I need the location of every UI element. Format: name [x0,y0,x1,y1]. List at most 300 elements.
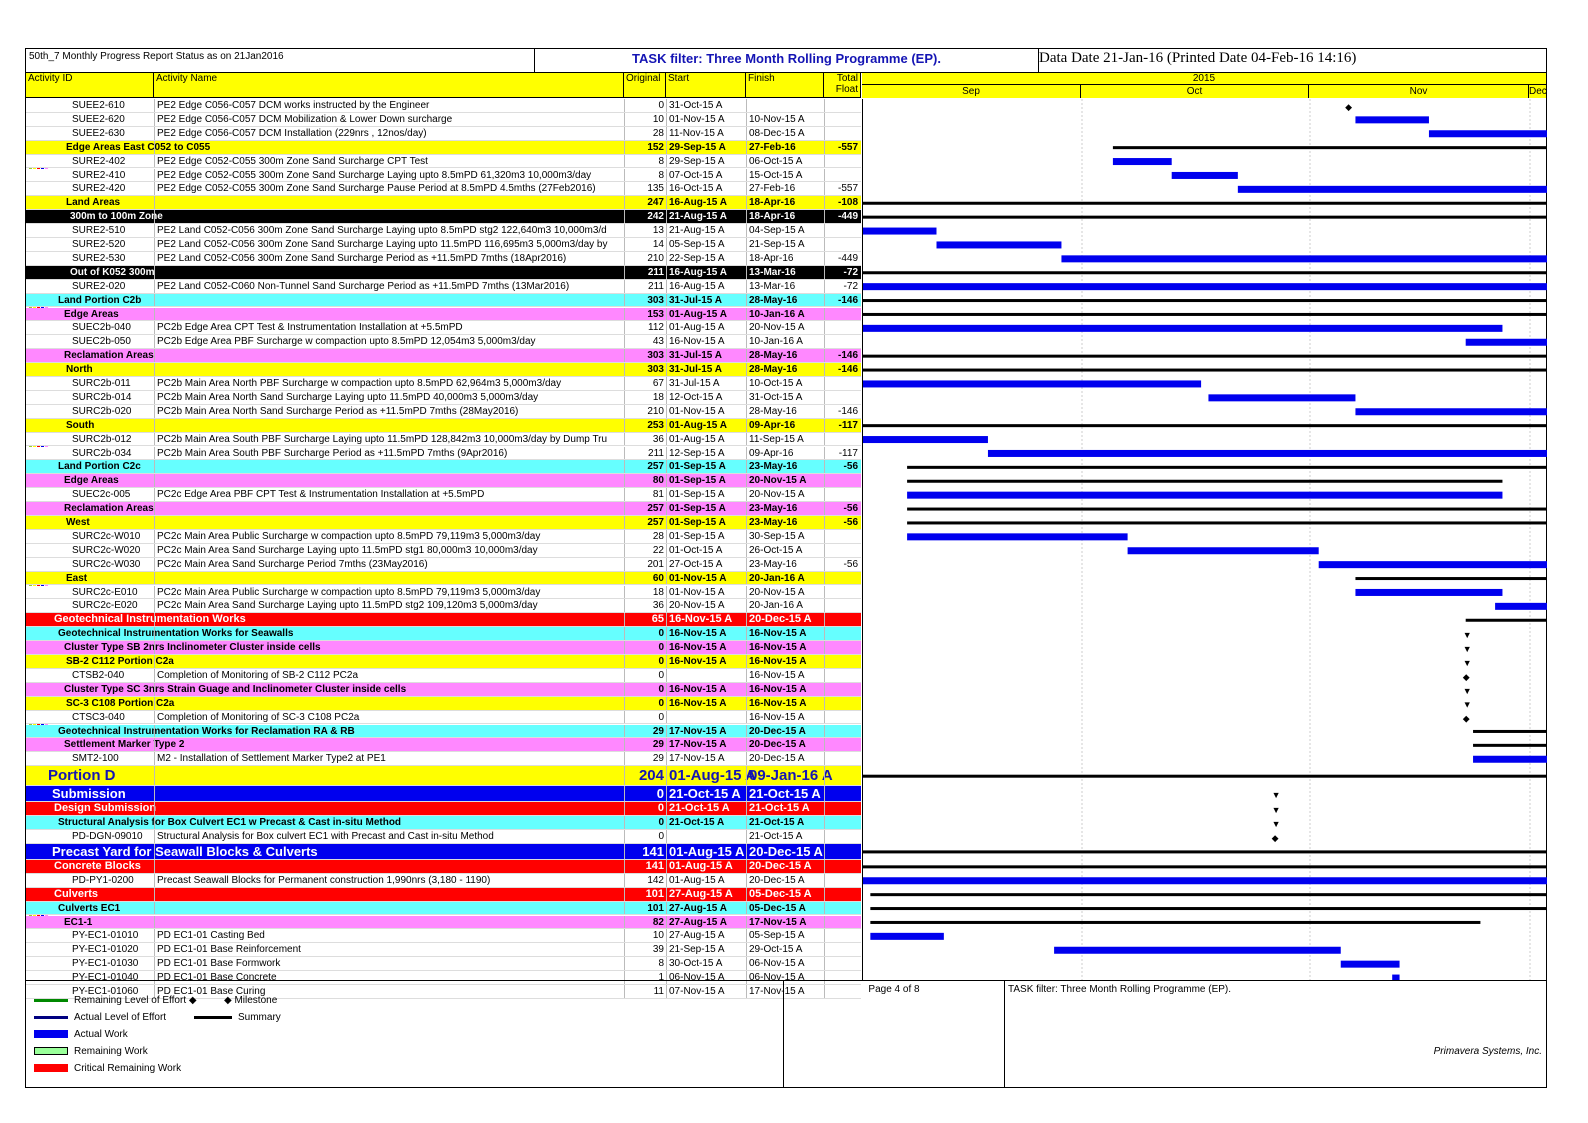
gantt-summary-bar [863,775,1547,778]
gantt-summary-bar [870,907,1547,910]
activity-value: 09-Apr-16 [749,447,794,459]
activity-value: 11-Nov-15 A [669,127,724,139]
activity-value: 39 [652,944,664,956]
gantt-summary-bar [863,202,1547,205]
activity-value: 16-Nov-15 A [669,642,727,654]
gantt-bar [863,325,1502,332]
wbs-row[interactable] [26,572,861,586]
activity-value: -117 [838,419,858,431]
gantt-milestone: ▼ [1462,685,1472,696]
activity-value: 142 [647,874,664,886]
activity-value: 09-Apr-16 [749,419,796,431]
activity-value: 10 [652,113,664,125]
gantt-milestone: ▼ [1462,630,1472,641]
activity-row[interactable] [26,433,861,447]
activity-row[interactable] [26,943,861,957]
activity-row[interactable] [26,544,861,558]
activity-value: 01-Aug-15 A [669,308,727,320]
activity-value: 01-Nov-15 A [669,405,725,417]
activity-value: 80 [652,475,664,487]
activity-value: 8 [658,169,664,181]
wbs-row[interactable] [26,460,861,474]
activity-row[interactable] [26,971,861,985]
gantt-summary-bar [870,921,1480,924]
activity-row[interactable] [26,874,861,888]
activity-value: 253 [647,419,664,431]
activity-name: PE2 Edge C056-C057 DCM Mobilization & Lower Down surcharge [157,113,453,125]
wbs-row[interactable] [26,419,861,433]
wbs-row[interactable] [26,860,861,874]
activity-id: SUEC2b-050 [72,336,131,348]
wbs-row[interactable] [26,266,861,280]
legend-remaining-loe: Remaining Level of Effort ◆ [34,995,197,1006]
activity-value: 303 [647,364,664,376]
activity-name: Precast Seawall Blocks for Permanent construction 1,990nrs (3,180 - 1190) [157,874,491,886]
activity-id: SURE2-410 [72,169,126,181]
wbs-row[interactable] [26,888,861,902]
activity-value: 13-Mar-16 [749,266,796,278]
wbs-row[interactable] [26,766,861,786]
activity-row[interactable] [26,335,861,349]
col-finish[interactable]: Finish [746,73,824,98]
gantt-summary-bar [863,424,1547,427]
activity-value: 16-Nov-15 A [669,613,733,626]
gantt-summary-bar [1473,744,1547,747]
gantt-bar [863,436,988,443]
activity-value: 247 [647,197,664,209]
activity-value: 18-Apr-16 [749,197,796,209]
activity-id: SUEC2b-040 [72,322,131,334]
activity-value: 01-Aug-15 A [669,322,725,334]
activity-name: PE2 Edge C052-C055 300m Zone Sand Surcharge Laying upto 8.5mPD 61,320m3 10,000m3/day [157,169,592,181]
legend-critical-remaining: Critical Remaining Work [34,1063,181,1074]
activity-row[interactable] [26,99,861,113]
activity-id: SURC2c-W020 [72,544,141,556]
activity-value: 29-Sep-15 A [669,155,725,167]
gantt-milestone: ▼ [1271,790,1281,801]
activity-value: -72 [843,280,858,292]
activity-id: Out of K052 300m [70,266,155,278]
activity-id: SURC2b-012 [72,433,132,445]
activity-value: 8 [658,155,664,167]
activity-value: 20-Nov-15 A [749,475,807,487]
wbs-row[interactable] [26,655,861,669]
activity-value: 82 [652,916,664,928]
activity-value: 0 [658,683,664,695]
activity-id: PY-EC1-01030 [72,958,139,970]
activity-value: 06-Nov-15 A [749,958,805,970]
wbs-row[interactable] [26,516,861,530]
activity-value: 01-Sep-15 A [669,475,726,487]
gantt-bar [1172,172,1238,179]
activity-value: 0 [658,831,664,842]
activity-value: 12-Oct-15 A [669,391,723,403]
month-oct: Oct [1081,85,1309,98]
gantt-milestone: ◆ [1345,101,1353,112]
col-start[interactable]: Start [666,73,746,98]
gantt-bar [1238,186,1547,193]
activity-id: Geotechnical Instrumentation Works for Reclamation RA & RB [58,725,355,737]
activity-value: 20-Dec-15 A [749,725,806,737]
activity-value: 01-Nov-15 A [669,572,727,584]
gantt-bar [863,380,1201,387]
activity-value: 20-Dec-15 A [749,739,806,751]
activity-id: Edge Areas [64,475,119,487]
activity-name: Completion of Monitoring of SC-3 C108 PC2a [157,711,360,723]
activity-id: Cluster Type SC 3nrs Strain Guage and Inclinometer Cluster inside cells [64,683,407,695]
activity-value: 21-Sep-15 A [749,239,805,250]
activity-name: PC2c Main Area Public Surcharge w compaction upto 8.5mPD 79,119m3 5,000m3/day [157,586,541,598]
activity-value: 20-Jan-16 A [749,600,803,612]
gantt-summary-bar [863,369,1547,372]
wbs-row[interactable] [26,210,861,224]
activity-row[interactable] [26,586,861,600]
activity-id: PY-EC1-01040 [72,972,139,984]
activity-name: PC2b Main Area North Sand Surcharge Period as +11.5mPD 7mths (28May2016) [157,405,519,417]
activity-value: 28-May-16 [749,350,798,362]
wbs-row[interactable] [26,641,861,655]
gantt-summary-bar [907,521,1547,524]
activity-id: SURC2b-011 [72,378,131,389]
activity-value: 101 [645,887,664,900]
activity-row[interactable] [26,169,861,183]
activity-value: 01-Sep-15 A [669,530,725,542]
wbs-row[interactable] [26,294,861,308]
activity-id: South [66,419,95,431]
wbs-row[interactable] [26,196,861,210]
activity-name: PC2b Main Area South PBF Surcharge Laying upto 11.5mPD 128,842m3 10,000m3/day by Dump Tru [157,433,608,445]
activity-id: PD-DGN-09010 [72,831,143,842]
activity-id: 300m to 100m Zone [70,211,163,223]
gantt-summary-bar [1355,577,1547,580]
activity-id: Settlement Marker Type 2 [64,739,185,751]
activity-row[interactable] [26,488,861,502]
activity-value: 0 [658,817,664,829]
activity-value: 31-Oct-15 A [669,100,723,111]
wbs-row[interactable] [26,738,861,752]
activity-name: PE2 Land C052-C056 300m Zone Sand Surcharge Laying upto 8.5mPD stg2 122,640m3 10,000m3/d [157,225,607,237]
activity-value: 05-Sep-15 A [749,930,805,942]
activity-id: SUEE2-610 [72,100,125,111]
activity-value: -557 [837,183,858,195]
activity-value: 257 [647,517,664,528]
activity-value: 36 [652,600,664,612]
activity-value: 01-Sep-15 A [669,517,726,528]
activity-row[interactable] [26,530,861,544]
activity-value: 05-Dec-15 A [749,887,812,900]
activity-value: 29-Oct-15 A [749,944,803,956]
gantt-bar [988,450,1547,457]
activity-row[interactable] [26,280,861,294]
activity-id: PY-EC1-01020 [72,944,139,956]
wbs-row[interactable] [26,902,861,916]
activity-value: 0 [658,628,664,640]
activity-row[interactable] [26,711,861,725]
activity-value: 18 [652,391,664,403]
activity-value: 16-Nov-15 A [749,711,805,723]
activity-value: 20-Dec-15 A [749,843,823,859]
activity-value: 05-Dec-15 A [749,902,806,914]
activity-id: Edge Areas [64,308,119,320]
activity-value: 20-Jan-16 A [749,572,805,584]
activity-value: 29 [652,753,664,765]
wbs-row[interactable] [26,816,861,830]
activity-id: Structural Analysis for Box Culvert EC1 w Precast & Cast in-situ Method [58,817,402,829]
wbs-row[interactable] [26,349,861,363]
activity-value: -557 [837,141,858,153]
activity-id: Submission [52,786,126,802]
gantt-bar [863,877,1547,884]
gantt-summary-bar [863,865,1547,868]
activity-value: 28 [652,530,664,542]
activity-value: 16-Aug-15 A [669,266,727,278]
activity-value: 18-Apr-16 [749,252,794,264]
activity-name: PC2b Edge Area CPT Test & Instrumentation Installation at +5.5mPD [157,322,463,334]
activity-id: CTSC3-040 [72,711,125,723]
legend-actual-work: Actual Work [34,1029,128,1040]
wbs-row[interactable] [26,725,861,739]
activity-row[interactable] [26,558,861,572]
gantt-bar [863,283,1547,290]
activity-row[interactable] [26,447,861,461]
activity-name: PE2 Edge C052-C055 300m Zone Sand Surcharge CPT Test [157,155,428,167]
activity-row[interactable] [26,830,861,844]
activity-value: 07-Oct-15 A [669,169,723,181]
activity-value: 27-Aug-15 A [669,916,727,928]
wbs-row[interactable] [26,363,861,377]
activity-id: West [66,517,90,528]
month-sep: Sep [862,85,1081,98]
activity-value: 18 [652,586,664,598]
gantt-summary-bar [907,480,1502,483]
activity-id: East [66,572,88,584]
activity-value: 27-Feb-16 [749,183,796,195]
activity-row[interactable] [26,929,861,943]
activity-value: 10 [652,930,664,942]
wbs-row[interactable] [26,627,861,641]
activity-name: PD EC1-01 Casting Bed [157,930,265,942]
activity-row[interactable] [26,224,861,238]
activity-id: SUEE2-630 [72,127,125,139]
activity-value: 112 [648,322,664,334]
activity-value: 06-Nov-15 A [669,972,725,984]
activity-value: 05-Sep-15 A [669,239,725,250]
activity-name: PE2 Land C052-C056 300m Zone Sand Surcharge Laying upto 11.5mPD 116,695m3 5,000m3/day by [157,239,608,250]
activity-value: 67 [652,378,664,389]
activity-row[interactable] [26,182,861,196]
activity-name: PE2 Edge C056-C057 DCM Installation (229nrs , 12nos/day) [157,127,427,139]
activity-id: North [66,364,93,376]
filter-title: TASK filter: Three Month Rolling Programme (EP). [534,49,1039,73]
activity-row[interactable] [26,238,861,252]
activity-value: 06-Oct-15 A [749,155,803,167]
gantt-bar [1054,947,1341,954]
activity-row[interactable] [26,599,861,613]
activity-value: 28-May-16 [749,294,798,306]
activity-value: 27-Aug-15 A [669,930,725,942]
activity-value: 06-Nov-15 A [749,972,805,984]
activity-value: 153 [647,308,664,320]
activity-value: 22 [652,544,664,556]
activity-value: 303 [647,294,664,306]
activity-value: 16-Aug-15 A [669,197,727,209]
activity-value: 21-Oct-15 A [669,817,725,829]
activity-value: 152 [647,141,664,153]
activity-name: PC2c Edge Area PBF CPT Test & Instrumentation Installation at +5.5mPD [157,489,485,501]
wbs-row[interactable] [26,786,861,802]
activity-value: 18-Apr-16 [749,211,796,223]
activity-name: Completion of Monitoring of SB-2 C112 PC2a [157,669,359,681]
activity-value: 01-Nov-15 A [669,586,725,598]
activity-value: 31-Jul-15 A [669,294,722,306]
activity-value: 22-Sep-15 A [669,252,725,264]
activity-value: 08-Dec-15 A [749,127,805,139]
activity-value: 201 [647,558,664,570]
gantt-bar [907,533,1128,540]
gantt-summary-bar [907,508,1547,511]
gantt-bar [1355,589,1502,596]
activity-value: 23-May-16 [749,461,798,473]
wbs-row[interactable] [26,916,861,930]
activity-value: 20-Dec-15 A [749,859,812,872]
activity-value: 10-Nov-15 A [749,113,805,125]
activity-value: 23-May-16 [749,558,797,570]
activity-value: 01-Oct-15 A [669,544,723,556]
wbs-row[interactable] [26,308,861,322]
activity-id: EC1-1 [64,916,93,928]
activity-name: PC2b Main Area North PBF Surcharge w compaction upto 8.5mPD 62,964m3 5,000m3/day [157,378,562,389]
gantt-bar [1128,547,1319,554]
activity-row[interactable] [26,669,861,683]
gantt-milestone: ◆ [1462,671,1470,682]
activity-id: Portion D [48,767,116,785]
activity-value: 257 [647,461,664,473]
activity-value: 13 [652,225,664,237]
gantt-summary-bar [863,355,1547,358]
activity-row[interactable] [26,391,861,405]
activity-value: 23-May-16 [749,503,798,515]
activity-value: 01-Sep-15 A [669,461,726,473]
footer-page: Page 4 of 8 [783,980,1005,1087]
activity-value: 28-May-16 [749,405,797,417]
activity-id: SURC2c-W030 [72,558,141,570]
wbs-row[interactable] [26,802,861,816]
wbs-row[interactable] [26,844,861,860]
activity-id: CTSB2-040 [72,669,125,681]
legend-milestone: ◆ Milestone [224,995,278,1006]
activity-value: 8 [658,958,664,970]
activity-value: 16-Aug-15 A [669,280,725,292]
activity-id: Geotechnical Instrumentation Works for Seawalls [58,628,294,640]
activity-value: 27-Oct-15 A [669,558,723,570]
activity-value: -117 [838,447,858,459]
report-header [26,49,1546,73]
activity-id: Reclamation Areas [64,350,154,362]
wbs-row[interactable] [26,697,861,711]
activity-value: 13-Mar-16 [749,280,796,292]
gantt-summary-bar [1473,730,1547,733]
activity-value: 65 [651,613,664,626]
activity-row[interactable] [26,321,861,335]
activity-row[interactable] [26,252,861,266]
activity-value: 01-Sep-15 A [669,489,725,501]
gantt-milestone: ◆ [1462,713,1470,724]
activity-row[interactable] [26,377,861,391]
activity-value: 17-Nov-15 A [669,725,727,737]
activity-id: SURE2-510 [72,225,126,237]
legend-summary: Summary [194,1012,281,1023]
activity-row[interactable] [26,957,861,971]
activity-name: M2 - Installation of Settlement Marker Type2 at PE1 [157,753,386,765]
activity-row[interactable] [26,113,861,127]
activity-value: 0 [658,669,664,681]
col-original[interactable]: Original [624,73,666,98]
activity-value: 16-Nov-15 A [749,697,807,709]
activity-value: 27-Aug-15 A [669,902,727,914]
activity-id: SC-3 C108 Portion C2a [66,697,175,709]
activity-value: 101 [647,902,664,914]
legend-remaining-work: Remaining Work [34,1046,148,1057]
activity-value: 31-Jul-15 A [669,364,722,376]
activity-value: 0 [658,642,664,654]
activity-row[interactable] [26,752,861,766]
activity-name: PE2 Edge C056-C057 DCM works instructed by the Engineer [157,100,430,111]
activity-value: 10-Jan-16 A [749,336,803,348]
activity-value: 242 [647,211,664,223]
activity-id: PY-EC1-01060 [72,986,139,997]
wbs-row[interactable] [26,683,861,697]
activity-value: -72 [843,266,858,278]
activity-value: 26-Oct-15 A [749,544,803,556]
wbs-row[interactable] [26,141,861,155]
wbs-row[interactable] [26,502,861,516]
activity-name: PC2c Main Area Public Surcharge w compaction upto 8.5mPD 79,119m3 5,000m3/day [157,530,541,542]
col-activity-id[interactable]: Activity ID [26,73,154,98]
activity-value: 10-Jan-16 A [749,308,805,320]
activity-id: SUEE2-620 [72,113,125,125]
col-activity-name[interactable]: Activity Name [154,73,624,98]
legend [26,991,783,1087]
gantt-summary-bar [863,271,1547,274]
activity-value: 0 [658,697,664,709]
report-sheet [25,48,1547,1088]
wbs-row[interactable] [26,474,861,488]
activity-value: 01-Aug-15 A [669,843,745,859]
activity-row[interactable] [26,127,861,141]
col-total-float[interactable]: Total Float [824,73,861,98]
wbs-row[interactable] [26,613,861,627]
activity-value: 20-Nov-15 A [749,586,805,598]
activity-value: 1 [658,972,664,984]
activity-value: 31-Jul-15 A [669,350,722,362]
activity-value: 43 [652,336,664,348]
activity-id: Design Submission [54,802,157,815]
activity-value: 16-Nov-15 A [749,628,807,640]
activity-value: 16-Nov-15 A [749,669,805,681]
activity-row[interactable] [26,405,861,419]
activity-value: 257 [647,503,664,515]
activity-value: 01-Aug-15 A [669,433,725,445]
activity-row[interactable] [26,155,861,169]
activity-value: 17-Nov-15 A [669,739,727,751]
activity-value: 0 [657,802,664,815]
activity-value: 21-Sep-15 A [669,944,725,956]
gantt-bar [1061,255,1547,262]
activity-name: PC2c Main Area Sand Surcharge Laying upto 11.5mPD stg2 109,120m3 5,000m3/day [157,600,538,612]
activity-id: SURC2c-W010 [72,530,141,542]
gantt-bar [1473,756,1547,763]
gantt-summary-bar [870,893,1547,896]
